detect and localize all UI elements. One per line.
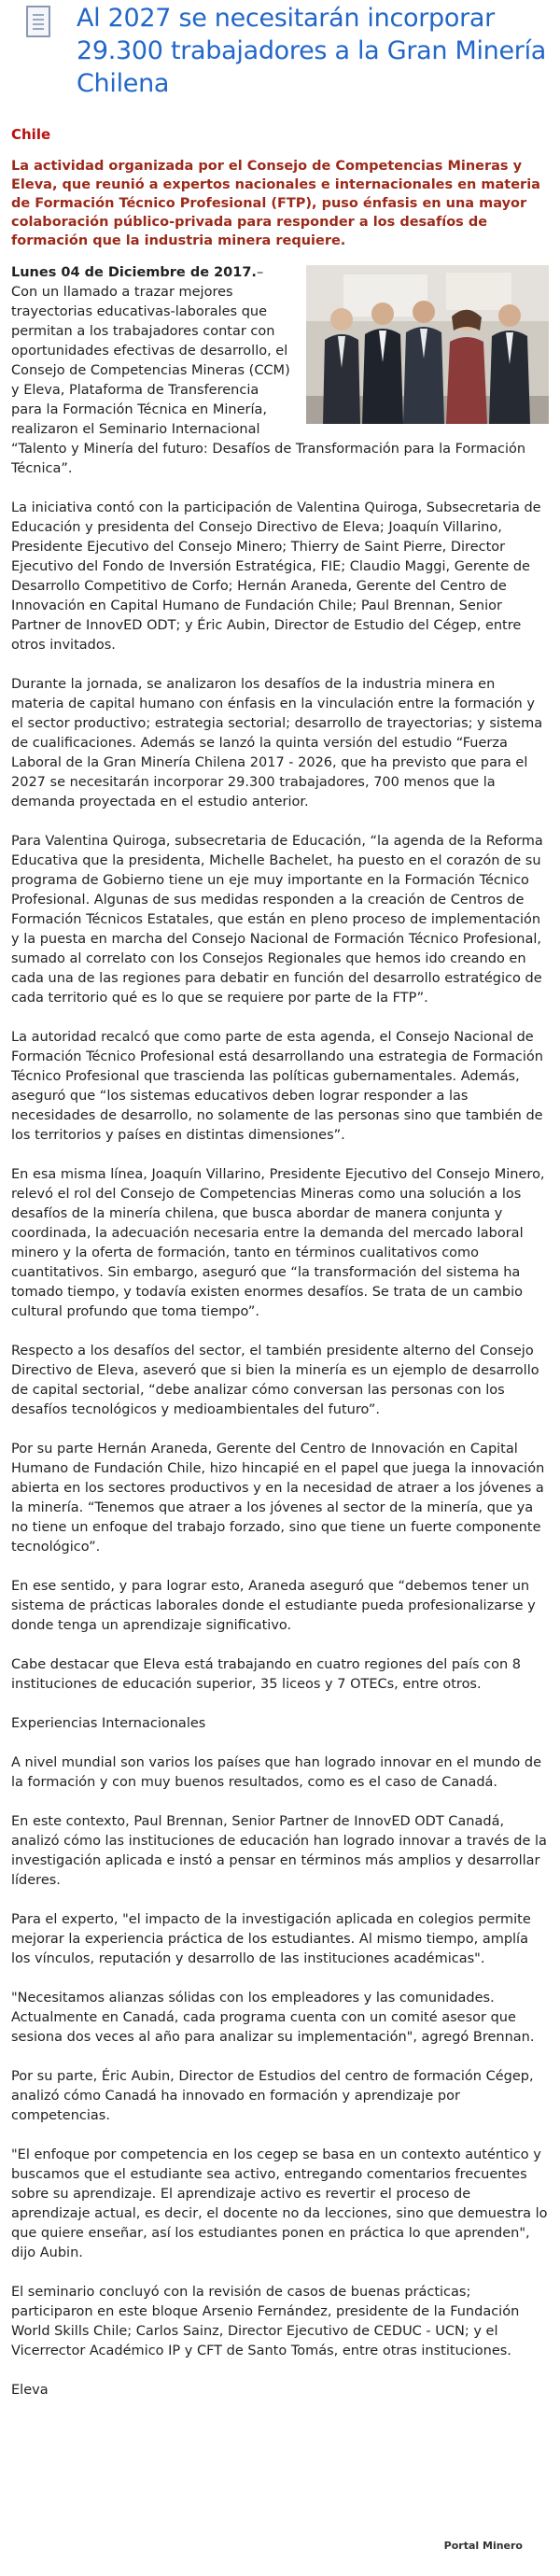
paragraph: El seminario concluyó con la revisión de casos de buenas prácticas; participaron en este bloque Arsenio Fernández, presidente de la Fundación World Skills Chile; Carlos Sainz, Director Ejecutivo de CEDUC - UCN; y el Vicerrector Académico IP y CFT de Santo Tomás, entre otras instituciones. [11, 2285, 520, 2358]
article-body [11, 263, 549, 2400]
section-label: Chile [11, 126, 51, 143]
article-header [11, 0, 549, 100]
paragraph: Por su parte Hernán Araneda, Gerente del Centro de Innovación en Capital Humano de Fundación Chile, hizo hincapié en el papel que juega la innovación abierta en los sectores productivos y en la necesidad de atraer a los jóvenes a la minería. “Tenemos que atraer a los jóvenes al sector de la minería, que ya no tiene un enfoque del trabajo forzado, sino que tiene un fuerte componente tecnológico”. [11, 1442, 545, 1555]
paragraph: Para Valentina Quiroga, subsecretaria de Educación, “la agenda de la Reforma Educativa que la presidenta, Michelle Bachelet, ha puesto en el corazón de su programa de Gobierno tiene un eje muy importante en la Formación Técnico Profesional. Algunas de sus medidas responden a la creación de Centros de Formación Técnicos Estatales, que están en pleno proceso de implementación y la puesta en marcha del Consejo Nacional de Formación Técnico Profesional, sumado al correlato con los Consejos Regionales que hemos ido creando en cada una de las regiones para debatir en función del desarrollo estratégico de cada territorio qué es lo que se requiere por parte de la FTP”. [11, 834, 543, 1006]
paragraph: En este contexto, Paul Brennan, Senior Partner de InnovED ODT Canadá, analizó cómo las instituciones de educación han logrado innovar a través de la investigación aplicada e instó a pensar en términos más amplios y desarrollar líderes. [11, 1814, 547, 1888]
paragraph: En esa misma línea, Joaquín Villarino, Presidente Ejecutivo del Consejo Minero, relevó el rol del Consejo de Competencias Mineras como una solución a los desafíos de la minería chilena, que busca abordar de manera conjunta y coordinada, la adecuación necesaria entre la demanda del mercado laboral minero y la oferta de formación, tanto en términos cualitativos como cuantitativos. Sin embargo, aseguró que “la transformación del sistema ha tomado tiempo, y todavía existen enormes desafíos. Se trata de un cambio cultural profundo que toma tiempo”. [11, 1167, 545, 1319]
paragraph: A nivel mundial son varios los países que han logrado innovar en el mundo de la formación y con muy buenos resultados, como es el caso de Canadá. [11, 1755, 542, 1790]
article-signature: Eleva [11, 2383, 49, 2398]
paragraph: Respecto a los desafíos del sector, el también presidente alterno del Consejo Directivo de Eleva, aseveró que si bien la minería es un ejemplo de desarrollo de capital sectorial, “debe analizar cómo conversan las personas con los desafíos tecnológicos y medioambientales del futuro”. [11, 1344, 539, 1417]
paragraph: En ese sentido, y para lograr esto, Araneda aseguró que “debemos tener un sistema de prácticas laborales donde el estudiante pueda profesionalizarse y donde tenga un aprendizaje significativo. [11, 1579, 536, 1633]
event-photo-illustration [306, 265, 549, 424]
document-icon [26, 6, 54, 41]
article-intro-text: – Con un llamado a trazar mejores trayectorias educativas-laborales que permitan a los trabajadores contar con oportunidades efectivas de desarrollo, el Consejo de Competencias Mineras (CCM) y Eleva, Plataforma de Transferencia para la Formación Técnica en Minería, realizaron el Seminario Internacional “Talento y Minería del futuro: Desafíos de Transformación para la Formación Técnica”. [11, 265, 526, 476]
article-title: Al 2027 se necesitarán incorporar 29.300 trabajadores a la Gran Minería Chilena [77, 4, 547, 98]
paragraph: La iniciativa contó con la participación de Valentina Quiroga, Subsecretaria de Educación y presidenta del Consejo Directivo de Eleva; Joaquín Villarino, Presidente Ejecutivo del Consejo Minero; Thierry de Saint Pierre, Director Ejecutivo del Fondo de Inversión Estratégica, FIE; Claudio Maggi, Gerente de Desarrollo Competitivo de Corfo; Hernán Araneda, Gerente del Centro de Innovación en Capital Humano de Fundación Chile; Paul Brennan, Senior Partner de InnovED ODT; y Éric Aubin, Director de Estudio del Cégep, entre otros invitados. [11, 500, 541, 653]
event-photo [306, 265, 549, 424]
article-lead: La actividad organizada por el Consejo de Competencias Mineras y Eleva, que reunió a expertos nacionales e internacionales en materia de Formación Técnico Profesional (FTP), puso énfasis en una mayor colaboración público-privada para responder a los desafíos de formación que la industria minera requiere. [11, 159, 540, 248]
source-credit: Portal Minero [443, 2540, 523, 2552]
paragraph: "El enfoque por competencia en los cegep se basa en un contexto auténtico y buscamos que el estudiante sea activo, entregando comentarios frecuentes sobre su aprendizaje. El aprendizaje activo es revertir el proceso de aprendizaje actual, es decir, el docente no da lecciones, sino que demuestra lo que quiere enseñar, así los estudiantes ponen en práctica lo que aprenden", dijo Aubin. [11, 2147, 548, 2260]
paragraph: Por su parte, Éric Aubin, Director de Estudios del centro de formación Cégep, analizó cómo Canadá ha innovado en formación y aprendizaje por competencias. [11, 2069, 534, 2123]
article-date: Lunes 04 de Diciembre de 2017. [11, 265, 257, 280]
paragraph: Para el experto, "el impacto de la investigación aplicada en colegios permite mejorar la experiencia práctica de los estudiantes. Al mismo tiempo, amplía los vínculos, reputación y desarrollo de las instituciones académicas". [11, 1912, 531, 1966]
subheading-experiencias: Experiencias Internacionales [11, 1716, 206, 1731]
paragraph: Cabe destacar que Eleva está trabajando en cuatro regiones del país con 8 instituciones de educación superior, 35 liceos y 7 OTECs, entre otros. [11, 1657, 522, 1692]
paragraph: "Necesitamos alianzas sólidas con los empleadores y las comunidades. Actualmente en Canadá, cada programa cuenta con un comité asesor que sesiona dos veces al año para analizar su implementación", agregó Brennan. [11, 1991, 535, 2045]
paragraph: Durante la jornada, se analizaron los desafíos de la industria minera en materia de capital humano con énfasis en la vinculación entre la formación y el sector productivo; estrategia sectorial; desarrollo de trayectorias; y sistema de cualificaciones. Además se lanzó la quinta versión del estudio “Fuerza Laboral de la Gran Minería Chilena 2017 - 2026, que ha previsto que para el 2027 se necesitarán incorporar 29.300 trabajadores, 700 menos que la demanda proyectada en el estudio anterior. [11, 677, 543, 809]
paragraph: La autoridad recalcó que como parte de esta agenda, el Consejo Nacional de Formación Técnico Profesional está desarrollando una estrategia de Formación Técnico Profesional que trascienda las políticas gubernamentales. Además, aseguró que “los sistemas educativos deben lograr responder a las necesidades de desarrollo, no solamente de las personas sino que también de los territorios y países en distintas dimensiones”. [11, 1030, 543, 1143]
